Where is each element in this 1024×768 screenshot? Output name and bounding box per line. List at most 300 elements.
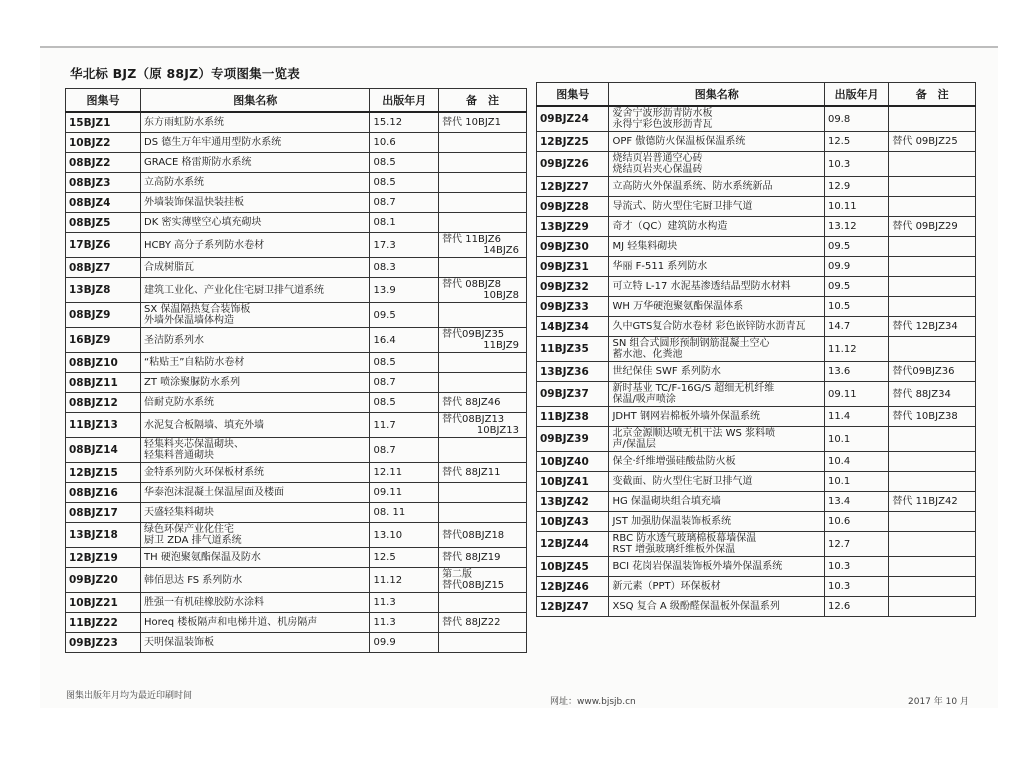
atlas-name-line: MJ 轻集料砌块 bbox=[612, 241, 678, 252]
remark bbox=[889, 512, 976, 532]
publish-date: 08.5 bbox=[370, 153, 439, 173]
table-row bbox=[66, 173, 527, 193]
atlas-code: 10BJZ43 bbox=[537, 512, 609, 532]
remark bbox=[439, 633, 527, 653]
atlas-name-line: BCI 花岗岩保温装饰板外墙外保温系统 bbox=[612, 561, 783, 572]
atlas-name-line: RST 增强玻璃纤维板外保温 bbox=[612, 544, 736, 555]
remark bbox=[439, 373, 527, 393]
remark bbox=[889, 217, 976, 237]
atlas-name bbox=[609, 297, 824, 317]
atlas-name bbox=[141, 278, 370, 303]
atlas-name bbox=[141, 328, 370, 353]
atlas-name-line: JDHT 钢网岩棉板外墙外保温系统 bbox=[612, 411, 760, 422]
table-row bbox=[537, 177, 976, 197]
publish-date: 09.8 bbox=[824, 106, 888, 132]
atlas-code: 08BJZ4 bbox=[66, 193, 141, 213]
atlas-name-line: 华泰泡沫混凝土保温屋面及楼面 bbox=[144, 487, 285, 498]
atlas-name bbox=[141, 463, 370, 483]
atlas-name bbox=[609, 577, 824, 597]
right-catalog-table bbox=[536, 82, 976, 617]
atlas-code: 08BJZ7 bbox=[66, 258, 141, 278]
atlas-code: 08BJZ2 bbox=[66, 153, 141, 173]
atlas-name bbox=[141, 633, 370, 653]
atlas-name-line: 永得宁彩色波形沥青瓦 bbox=[612, 119, 713, 130]
atlas-name bbox=[609, 492, 824, 512]
atlas-code: 09BJZ26 bbox=[537, 152, 609, 177]
publish-date: 11.7 bbox=[370, 413, 439, 438]
atlas-name bbox=[141, 233, 370, 258]
publish-date: 09.9 bbox=[824, 257, 888, 277]
atlas-name bbox=[141, 133, 370, 153]
table-row bbox=[537, 382, 976, 407]
atlas-code: 12BJZ47 bbox=[537, 597, 609, 617]
publish-date: 09.9 bbox=[370, 633, 439, 653]
atlas-name bbox=[609, 132, 824, 152]
table-row bbox=[537, 557, 976, 577]
atlas-name-line: WH 万华硬泡聚氨酯保温体系 bbox=[612, 301, 744, 312]
publish-date: 13.12 bbox=[824, 217, 888, 237]
atlas-name-line: 变截面、防火型住宅厨卫排气道 bbox=[612, 476, 753, 487]
atlas-code: 08BJZ3 bbox=[66, 173, 141, 193]
remark bbox=[889, 492, 976, 512]
publish-date: 08.5 bbox=[370, 173, 439, 193]
publish-date: 10.11 bbox=[824, 197, 888, 217]
remark bbox=[439, 193, 527, 213]
atlas-code: 08BJZ14 bbox=[66, 438, 141, 463]
atlas-name-line: 立高防火外保温系统、防水系统新品 bbox=[612, 181, 773, 192]
atlas-name bbox=[609, 257, 824, 277]
publish-date: 15.12 bbox=[370, 112, 439, 133]
table-row bbox=[537, 106, 976, 132]
publish-date: 13.10 bbox=[370, 523, 439, 548]
atlas-code: 08BJZ10 bbox=[66, 353, 141, 373]
publish-date: 11.3 bbox=[370, 613, 439, 633]
table-row bbox=[66, 438, 527, 463]
remark bbox=[439, 613, 527, 633]
atlas-name bbox=[609, 217, 824, 237]
header-name: 图集名称 bbox=[609, 83, 824, 107]
atlas-name bbox=[609, 177, 824, 197]
table-row bbox=[537, 407, 976, 427]
atlas-code: 09BJZ39 bbox=[537, 427, 609, 452]
remark bbox=[889, 427, 976, 452]
atlas-code: 11BJZ13 bbox=[66, 413, 141, 438]
remark-line: 替代 11BJZ42 bbox=[892, 496, 958, 507]
remark bbox=[889, 472, 976, 492]
remark bbox=[889, 257, 976, 277]
header-note: 备 注 bbox=[889, 83, 976, 107]
left-catalog-table bbox=[65, 88, 527, 653]
remark-line: 替代 88JZ11 bbox=[442, 467, 501, 478]
atlas-code: 13BJZ18 bbox=[66, 523, 141, 548]
publish-date: 13.4 bbox=[824, 492, 888, 512]
atlas-code: 09BJZ20 bbox=[66, 568, 141, 593]
atlas-name-line: 外墙外保温墙体构造 bbox=[144, 315, 235, 326]
header-note: 备 注 bbox=[439, 89, 527, 113]
atlas-code: 09BJZ33 bbox=[537, 297, 609, 317]
remark-line: 替代 88JZ22 bbox=[442, 617, 501, 628]
publish-date: 10.4 bbox=[824, 452, 888, 472]
atlas-code: 16BJZ9 bbox=[66, 328, 141, 353]
atlas-name-line: HG 保温砌块组合填充墙 bbox=[612, 496, 721, 507]
table-row bbox=[537, 217, 976, 237]
header-date: 出版年月 bbox=[824, 83, 888, 107]
publish-date: 08.5 bbox=[370, 393, 439, 413]
atlas-code: 10BJZ2 bbox=[66, 133, 141, 153]
publish-date: 09.11 bbox=[824, 382, 888, 407]
atlas-name-line: 倍耐克防水系统 bbox=[144, 397, 215, 408]
remark-line: 替代09BJZ36 bbox=[892, 366, 955, 377]
atlas-name-line: 爱舍宁波形沥青防水板 bbox=[612, 108, 713, 119]
atlas-name bbox=[609, 597, 824, 617]
publish-date: 11.3 bbox=[370, 593, 439, 613]
table-row bbox=[537, 512, 976, 532]
atlas-name-line: GRACE 格雷斯防水系统 bbox=[144, 157, 252, 168]
remark-line: 11BJZ9 bbox=[483, 340, 519, 351]
table-row bbox=[537, 132, 976, 152]
publish-date: 09.5 bbox=[824, 277, 888, 297]
atlas-name-line: 新元素（PPT）环保板材 bbox=[612, 581, 721, 592]
atlas-name-line: 导流式、防火型住宅厨卫排气道 bbox=[612, 201, 753, 212]
atlas-name-line: 轻集料普通砌块 bbox=[144, 450, 215, 461]
header-date: 出版年月 bbox=[370, 89, 439, 113]
publish-date: 11.12 bbox=[370, 568, 439, 593]
atlas-name bbox=[141, 193, 370, 213]
atlas-code: 17BJZ6 bbox=[66, 233, 141, 258]
table-row bbox=[537, 427, 976, 452]
publish-date: 10.3 bbox=[824, 557, 888, 577]
atlas-name bbox=[141, 373, 370, 393]
publish-date: 08.7 bbox=[370, 438, 439, 463]
atlas-name-line: JST 加强肋保温装饰板系统 bbox=[612, 516, 732, 527]
atlas-code: 08BJZ11 bbox=[66, 373, 141, 393]
remark bbox=[889, 532, 976, 557]
atlas-name-line: 烧结页岩夹心保温砖 bbox=[612, 164, 703, 175]
remark-line: 替代 88JZ34 bbox=[892, 388, 951, 400]
remark bbox=[439, 393, 527, 413]
atlas-code: 10BJZ21 bbox=[66, 593, 141, 613]
remark bbox=[439, 413, 527, 438]
remark-line: 14BJZ6 bbox=[483, 245, 519, 256]
publish-date: 09.5 bbox=[824, 237, 888, 257]
atlas-code: 10BJZ45 bbox=[537, 557, 609, 577]
remark-line: 替代 08BJZ8 bbox=[442, 279, 501, 290]
atlas-name bbox=[141, 503, 370, 523]
atlas-code: 15BJZ1 bbox=[66, 112, 141, 133]
table-row bbox=[66, 133, 527, 153]
remark bbox=[439, 278, 527, 303]
remark-line: 替代 88JZ46 bbox=[442, 397, 501, 408]
publish-date: 12.5 bbox=[370, 548, 439, 568]
table-row bbox=[66, 278, 527, 303]
publish-date: 08.7 bbox=[370, 193, 439, 213]
atlas-name-line: RBC 防水透气玻璃棉板幕墙保温 bbox=[612, 533, 757, 544]
atlas-name bbox=[609, 337, 824, 362]
footer-note: 图集出版年月均为最近印刷时间 bbox=[66, 691, 193, 701]
remark bbox=[439, 153, 527, 173]
atlas-code: 08BJZ5 bbox=[66, 213, 141, 233]
remark-line: 替代 09BJZ25 bbox=[892, 136, 958, 147]
atlas-code: 13BJZ29 bbox=[537, 217, 609, 237]
remark bbox=[439, 258, 527, 278]
publish-date: 12.11 bbox=[370, 463, 439, 483]
atlas-code: 12BJZ25 bbox=[537, 132, 609, 152]
publish-date: 10.1 bbox=[824, 427, 888, 452]
publish-date: 10.3 bbox=[824, 577, 888, 597]
remark bbox=[439, 503, 527, 523]
atlas-name-line: “粘贴王”自粘防水卷材 bbox=[144, 357, 245, 368]
publish-date: 12.9 bbox=[824, 177, 888, 197]
atlas-code: 08BJZ17 bbox=[66, 503, 141, 523]
publish-date: 10.5 bbox=[824, 297, 888, 317]
remark bbox=[439, 548, 527, 568]
table-row bbox=[66, 112, 527, 133]
atlas-code: 12BJZ15 bbox=[66, 463, 141, 483]
table-row bbox=[66, 213, 527, 233]
remark bbox=[439, 133, 527, 153]
atlas-name-line: 世纪保佳 SWF 系列防水 bbox=[612, 366, 721, 377]
publish-date: 10.1 bbox=[824, 472, 888, 492]
publish-date: 08.1 bbox=[370, 213, 439, 233]
remark bbox=[889, 337, 976, 362]
table-row bbox=[66, 523, 527, 548]
atlas-name bbox=[609, 532, 824, 557]
atlas-name bbox=[609, 427, 824, 452]
remark bbox=[439, 483, 527, 503]
atlas-code: 10BJZ41 bbox=[537, 472, 609, 492]
atlas-name-line: 奇才（QC）建筑防水构造 bbox=[612, 221, 728, 232]
atlas-name-line: DS 德生万年牢通用型防水系统 bbox=[144, 137, 282, 148]
page-title: 华北标 BJZ（原 88JZ）专项图集一览表 bbox=[70, 66, 300, 81]
atlas-name bbox=[609, 452, 824, 472]
atlas-name bbox=[609, 407, 824, 427]
atlas-name-line: 韩佰思达 FS 系列防水 bbox=[144, 574, 243, 586]
publish-date: 08.7 bbox=[370, 373, 439, 393]
atlas-name bbox=[609, 152, 824, 177]
atlas-code: 11BJZ35 bbox=[537, 337, 609, 362]
atlas-name-line: TH 硬泡聚氨酯保温及防水 bbox=[144, 552, 261, 563]
atlas-name bbox=[609, 277, 824, 297]
table-row bbox=[66, 258, 527, 278]
remark-line: 替代08BJZ13 bbox=[442, 414, 505, 425]
remark bbox=[439, 303, 527, 328]
publish-date: 08.5 bbox=[370, 353, 439, 373]
publish-date: 10.6 bbox=[824, 512, 888, 532]
remark bbox=[439, 523, 527, 548]
table-row bbox=[66, 413, 527, 438]
publish-date: 17.3 bbox=[370, 233, 439, 258]
publish-date: 10.6 bbox=[370, 133, 439, 153]
atlas-name-line: 圣洁防系列水 bbox=[144, 334, 205, 346]
atlas-name bbox=[141, 613, 370, 633]
atlas-name-line: 合成树脂瓦 bbox=[144, 262, 195, 273]
atlas-name bbox=[609, 557, 824, 577]
footer-website: 网址：www.bjsjb.cn bbox=[550, 697, 636, 707]
atlas-name bbox=[141, 353, 370, 373]
atlas-name bbox=[141, 258, 370, 278]
publish-date: 09.5 bbox=[370, 303, 439, 328]
remark-line: 替代 10BJZ1 bbox=[442, 117, 501, 128]
remark-line: 替代08BJZ15 bbox=[442, 580, 505, 591]
atlas-code: 09BJZ24 bbox=[537, 106, 609, 132]
atlas-name-line: 金特系列防火环保板材系统 bbox=[144, 467, 265, 478]
remark-line: 10BJZ8 bbox=[483, 290, 519, 301]
atlas-name-line: 华丽 F-511 系列防水 bbox=[612, 261, 708, 272]
atlas-code: 08BJZ12 bbox=[66, 393, 141, 413]
table-row bbox=[537, 257, 976, 277]
atlas-name-line: 烧结页岩普通空心砖 bbox=[612, 153, 703, 164]
table-row bbox=[66, 463, 527, 483]
table-row bbox=[537, 297, 976, 317]
atlas-name bbox=[141, 112, 370, 133]
header-name: 图集名称 bbox=[141, 89, 370, 113]
remark bbox=[439, 353, 527, 373]
atlas-name-line: ZT 喷涂聚脲防水系列 bbox=[144, 377, 241, 388]
remark bbox=[889, 597, 976, 617]
publish-date: 10.3 bbox=[824, 152, 888, 177]
atlas-name-line: 建筑工业化、产业化住宅厨卫排气道系统 bbox=[144, 284, 325, 296]
atlas-name bbox=[141, 548, 370, 568]
table-row bbox=[66, 353, 527, 373]
atlas-name bbox=[609, 382, 824, 407]
atlas-name-line: 保温/吸声喷涂 bbox=[612, 394, 676, 405]
atlas-code: 14BJZ34 bbox=[537, 317, 609, 337]
header-code: 图集号 bbox=[537, 83, 609, 107]
table-row bbox=[537, 532, 976, 557]
remark bbox=[439, 213, 527, 233]
remark bbox=[439, 233, 527, 258]
atlas-name bbox=[141, 568, 370, 593]
remark bbox=[439, 173, 527, 193]
atlas-code: 12BJZ46 bbox=[537, 577, 609, 597]
table-row bbox=[66, 503, 527, 523]
atlas-name-line: DK 密实薄壁空心填充砌块 bbox=[144, 217, 262, 228]
table-row bbox=[66, 633, 527, 653]
atlas-code: 13BJZ8 bbox=[66, 278, 141, 303]
remark bbox=[889, 382, 976, 407]
atlas-name bbox=[141, 438, 370, 463]
remark-line: 替代09BJZ35 bbox=[442, 329, 505, 340]
table-row bbox=[66, 568, 527, 593]
remark-line: 替代 88JZ19 bbox=[442, 552, 501, 563]
remark bbox=[439, 438, 527, 463]
atlas-name bbox=[141, 483, 370, 503]
remark bbox=[889, 152, 976, 177]
atlas-name-line: HCBY 高分子系列防水卷材 bbox=[144, 239, 265, 251]
atlas-code: 13BJZ36 bbox=[537, 362, 609, 382]
atlas-name-line: 东方雨虹防水系统 bbox=[144, 117, 225, 128]
remark bbox=[889, 362, 976, 382]
atlas-name bbox=[141, 153, 370, 173]
remark bbox=[439, 568, 527, 593]
publish-date: 13.9 bbox=[370, 278, 439, 303]
atlas-name bbox=[141, 523, 370, 548]
atlas-code: 08BJZ16 bbox=[66, 483, 141, 503]
table-row bbox=[66, 548, 527, 568]
table-row bbox=[66, 483, 527, 503]
remark bbox=[889, 106, 976, 132]
remark bbox=[889, 557, 976, 577]
atlas-name-line: 可立特 L-17 水泥基渗透结晶型防水材料 bbox=[612, 281, 791, 292]
atlas-name-line: 外墙装饰保温快装挂板 bbox=[144, 197, 245, 208]
remark-line: 替代 12BJZ34 bbox=[892, 321, 958, 332]
atlas-name bbox=[141, 173, 370, 193]
atlas-code: 09BJZ28 bbox=[537, 197, 609, 217]
table-row bbox=[537, 362, 976, 382]
atlas-name-line: 蓄水池、化粪池 bbox=[612, 349, 683, 360]
atlas-name-line: XSQ 复合 A 级酚醛保温板外保温系列 bbox=[612, 601, 780, 612]
table-row bbox=[537, 597, 976, 617]
atlas-name-line: 新时基业 TC/F-16G/S 超细无机纤维 bbox=[612, 383, 775, 394]
table-row bbox=[537, 577, 976, 597]
remark bbox=[889, 132, 976, 152]
atlas-code: 11BJZ22 bbox=[66, 613, 141, 633]
atlas-name-line: SN 组合式圆形预制钢筋混凝土空心 bbox=[612, 338, 770, 349]
atlas-code: 08BJZ9 bbox=[66, 303, 141, 328]
publish-date: 12.6 bbox=[824, 597, 888, 617]
remark bbox=[889, 452, 976, 472]
atlas-code: 11BJZ38 bbox=[537, 407, 609, 427]
remark-line: 替代 11BJZ6 bbox=[442, 234, 501, 245]
remark-line: 替代 10BJZ38 bbox=[892, 411, 958, 422]
atlas-name-line: 声/保温层 bbox=[612, 439, 656, 450]
remark bbox=[889, 277, 976, 297]
table-row bbox=[537, 472, 976, 492]
atlas-name-line: 厨卫 ZDA 排气道系统 bbox=[144, 535, 242, 546]
table-row bbox=[66, 303, 527, 328]
atlas-name-line: OPF 傲德防火保温板保温系统 bbox=[612, 136, 746, 147]
publish-date: 16.4 bbox=[370, 328, 439, 353]
atlas-name bbox=[609, 197, 824, 217]
table-row bbox=[537, 277, 976, 297]
publish-date: 08.3 bbox=[370, 258, 439, 278]
atlas-code: 09BJZ30 bbox=[537, 237, 609, 257]
table-row bbox=[66, 373, 527, 393]
atlas-name bbox=[609, 237, 824, 257]
atlas-code: 12BJZ27 bbox=[537, 177, 609, 197]
publish-date: 13.6 bbox=[824, 362, 888, 382]
table-row bbox=[537, 492, 976, 512]
remark-line: 10BJZ13 bbox=[476, 425, 519, 436]
atlas-code: 09BJZ37 bbox=[537, 382, 609, 407]
atlas-name bbox=[141, 303, 370, 328]
atlas-name bbox=[609, 317, 824, 337]
atlas-name bbox=[609, 472, 824, 492]
table-row bbox=[66, 593, 527, 613]
atlas-name-line: SX 保温隔热复合装饰板 bbox=[144, 304, 251, 315]
atlas-name-line: 保全·纤维增强硅酸盐防火板 bbox=[612, 456, 736, 467]
atlas-code: 09BJZ32 bbox=[537, 277, 609, 297]
atlas-name bbox=[141, 413, 370, 438]
publish-date: 12.7 bbox=[824, 532, 888, 557]
table-row bbox=[66, 153, 527, 173]
atlas-name-line: 绿色环保产业化住宅 bbox=[144, 524, 235, 535]
atlas-name-line: 北京金源顺达喷无机干法 WS 浆料喷 bbox=[612, 428, 776, 439]
atlas-name bbox=[141, 593, 370, 613]
atlas-name bbox=[609, 362, 824, 382]
atlas-code: 13BJZ42 bbox=[537, 492, 609, 512]
table-row bbox=[537, 337, 976, 362]
publish-date: 11.4 bbox=[824, 407, 888, 427]
atlas-name-line: 水泥复合板隔墙、填充外墙 bbox=[144, 419, 265, 431]
remark-line: 第二版 bbox=[442, 569, 473, 580]
atlas-name bbox=[609, 106, 824, 132]
atlas-name-line: 轻集料夹芯保温砌块、 bbox=[144, 439, 245, 450]
remark bbox=[439, 112, 527, 133]
remark bbox=[889, 177, 976, 197]
atlas-name-line: 立高防水系统 bbox=[144, 177, 205, 188]
table-row bbox=[537, 452, 976, 472]
